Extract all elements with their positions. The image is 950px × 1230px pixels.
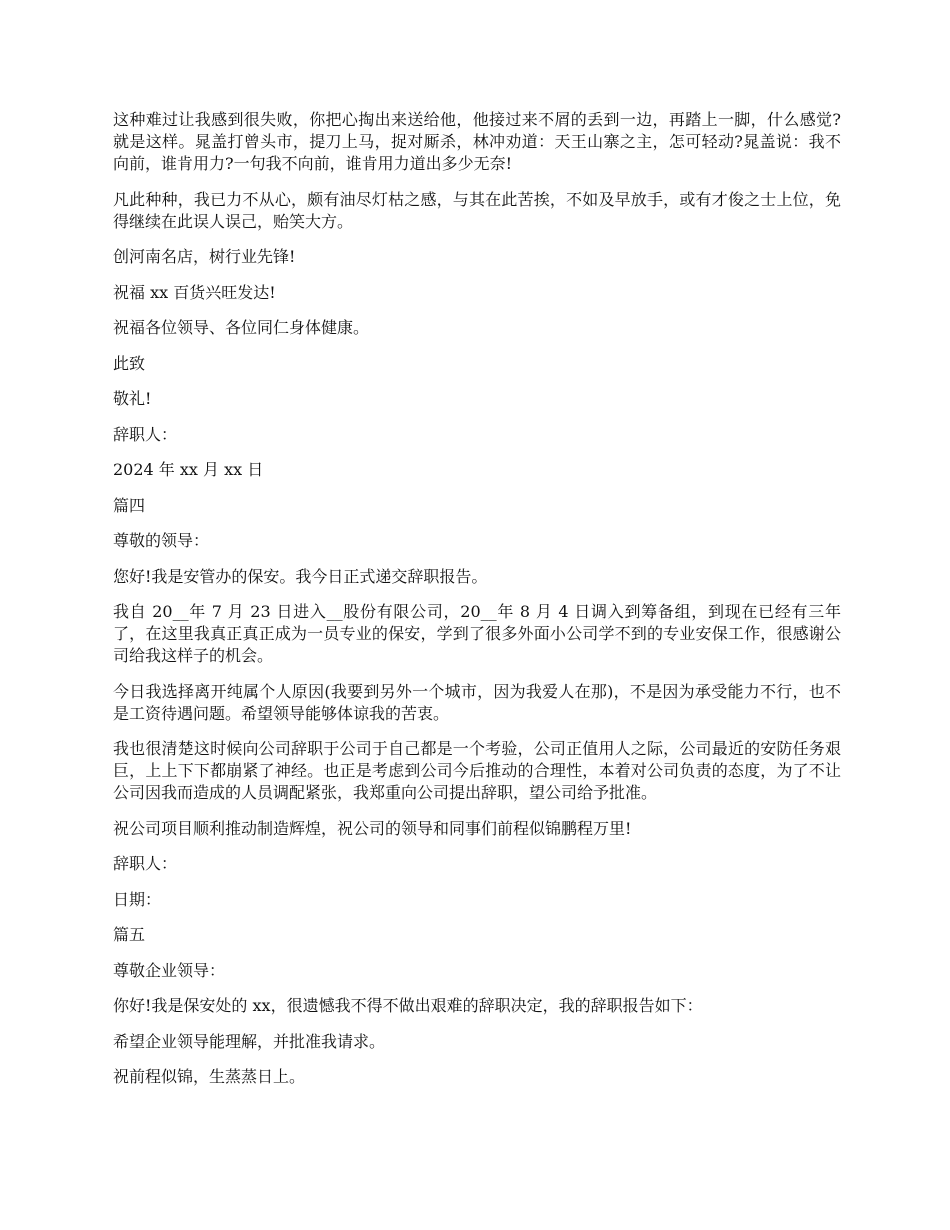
section-heading: 篇五 [113,925,146,944]
paragraph: 你好!我是保安处的 xx，很遗憾我不得不做出艰难的辞职决定，我的辞职报告如下： [113,996,703,1015]
signature-label: 辞职人： [113,854,178,873]
closing-salutation: 敬礼! [113,389,152,408]
paragraph: 祝前程似锦，生蒸蒸日上。 [113,1067,306,1086]
paragraph: 这种难过让我感到很失败，你把心掏出来送给他，他接过来不屑的丢到一边，再踏上一脚，什么感觉?就是这样。晁盖打曾头市，提刀上马，捉对厮杀，林冲劝道：天王山寨之主，怎可轻动?晁盖说：我不向前，谁肯用力?一句我不向前，谁肯用力道出多少无奈! [113,110,841,173]
paragraph: 祝公司项目顺利推动制造辉煌，祝公司的领导和同事们前程似锦鹏程万里! [113,818,632,838]
paragraph: 凡此种种，我已力不从心，颇有油尽灯枯之感，与其在此苦挨，不如及早放手，或有才俊之士上位，免得继续在此误人误己，贻笑大方。 [113,189,841,231]
paragraph: 我也很清楚这时候向公司辞职于公司于自己都是一个考验，公司正值用人之际，公司最近的安防任务艰巨，上上下下都崩紧了神经。也正是考虑到公司今后推动的合理性，本着对公司负责的态度，为了不让公司因我而造成的人员调配紧张，我郑重向公司提出辞职，望公司给予批准。 [113,739,841,802]
closing-salutation: 此致 [113,353,146,373]
signature-label: 辞职人： [113,424,178,444]
section-heading: 篇四 [113,495,146,515]
document-page [113,109,841,1102]
paragraph: 希望企业领导能理解，并批准我请求。 [113,1031,386,1051]
paragraph: 我自 20__年 7 月 23 日进入__股份有限公司，20__年 8 月 4 日调入到筹备组，到现在已经有三年了，在这里我真正真正成为一员专业的保安，学到了很多外面小公司学不到的专业安保工作，很感谢公司给我这样子的机会。 [113,602,841,665]
wish-line: 祝福各位领导、各位同仁身体健康。 [113,318,370,337]
paragraph: 您好!我是安管办的保安。我今日正式递交辞职报告。 [113,566,488,586]
wish-line: 祝福 xx 百货兴旺发达! [113,282,276,302]
slogan-line: 创河南名店，树行业先锋! [113,247,296,266]
date-line: 2024 年 xx 月 xx 日 [113,460,264,479]
greeting: 尊敬的领导： [113,531,210,550]
paragraph: 今日我选择离开纯属个人原因(我要到另外一个城市，因为我爱人在那)，不是因为承受能力不行，也不是工资待遇问题。希望领导能够体谅我的苦衷。 [113,681,841,723]
date-label: 日期： [113,889,162,909]
greeting: 尊敬企业领导： [113,960,226,980]
